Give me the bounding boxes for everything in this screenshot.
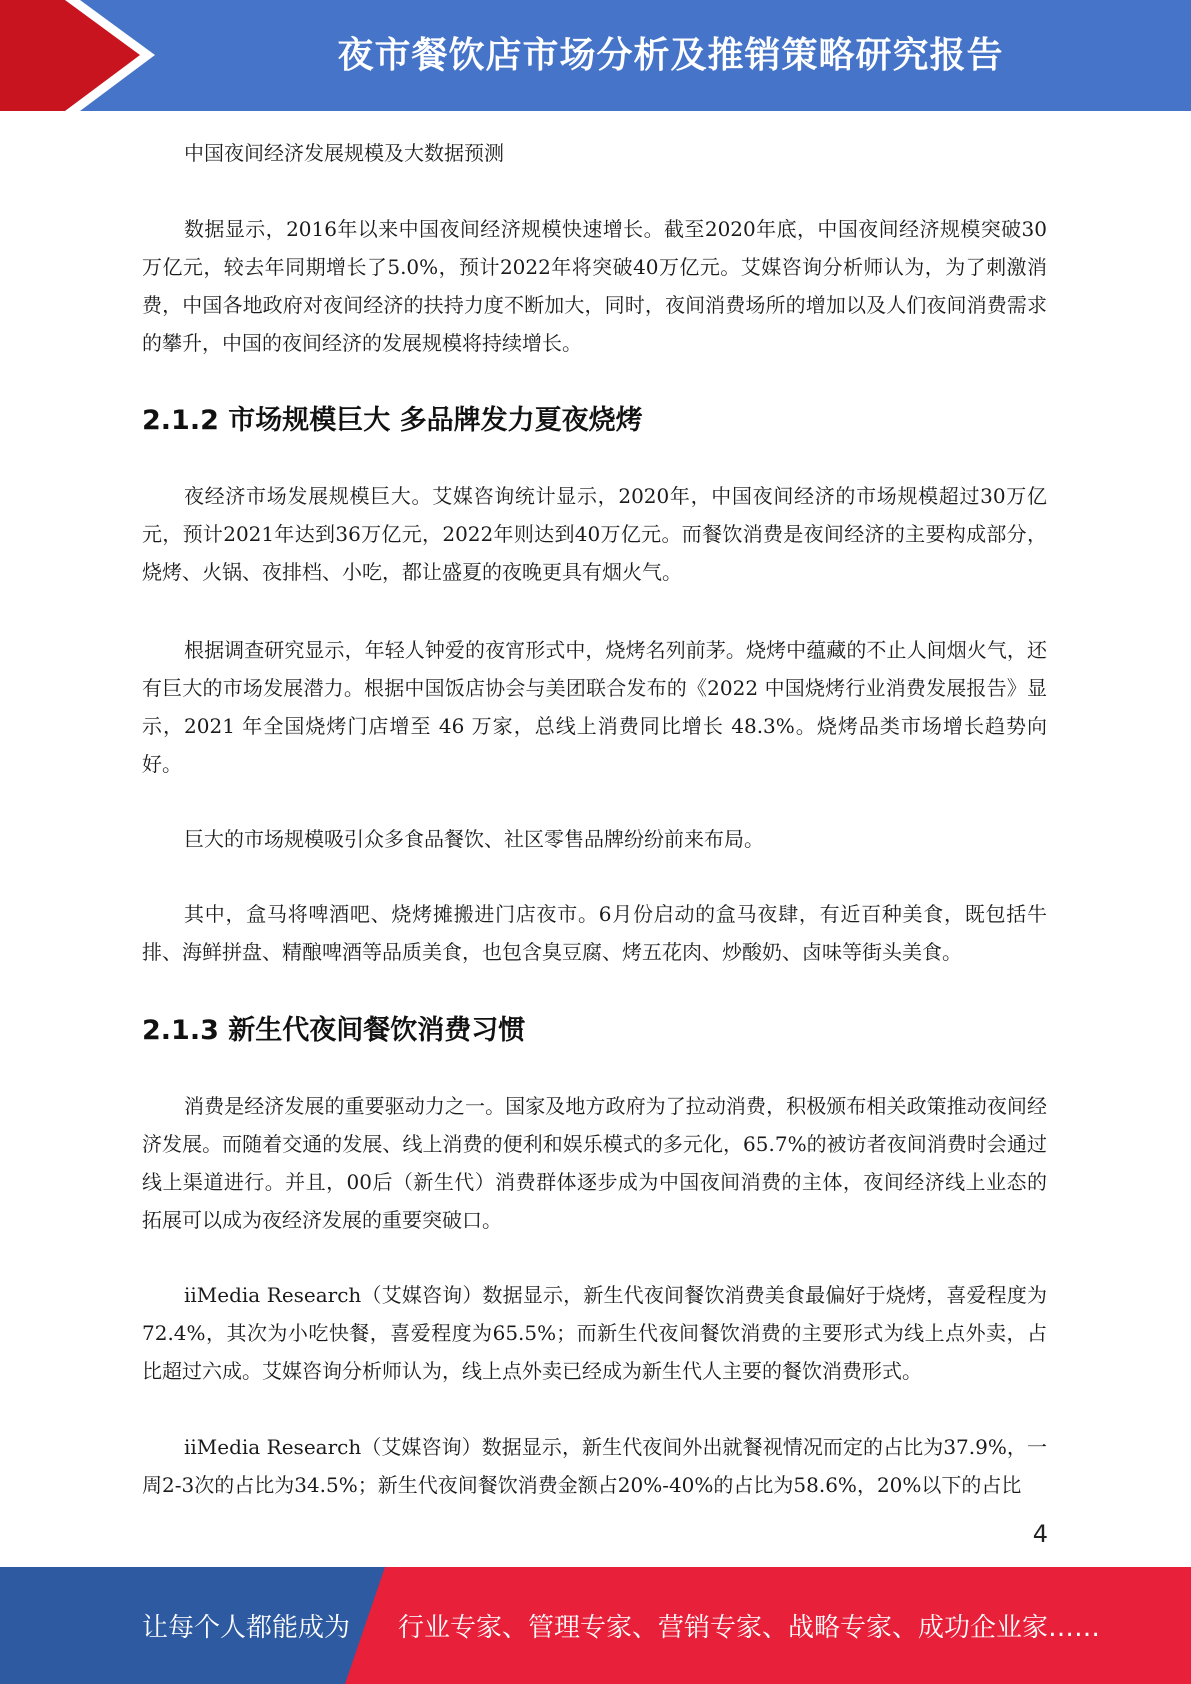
page-footer [0, 1567, 1191, 1684]
paragraph-5: 其中，盒马将啤酒吧、烧烤摊搬进门店夜市。6月份启动的盒马夜肆，有近百种美食，既包括牛排、海鲜拼盘、精酿啤酒等品质美食，也包含臭豆腐、烤五花肉、炒酸奶、卤味等街头美食。 [142, 902, 1047, 964]
paragraph-8: iiMedia Research（艾媒咨询）数据显示，新生代夜间外出就餐视情况而定的占比为37.9%，一周2-3次的占比为34.5%；新生代夜间餐饮消费金额占20%-40%的占比为58.6%，20%以下的占比 [142, 1435, 1047, 1497]
paragraph-4: 巨大的市场规模吸引众多食品餐饮、社区零售品牌纷纷前来布局。 [184, 827, 764, 851]
page-number: 4 [1032, 1520, 1048, 1548]
page-header [0, 0, 1191, 111]
footer-slogan-right: 行业专家、管理专家、营销专家、战略专家、成功企业家…… [398, 1613, 1101, 1643]
paragraph-3: 根据调查研究显示，年轻人钟爱的夜宵形式中，烧烤名列前茅。烧烤中蕴藏的不止人间烟火气，还有巨大的市场发展潜力。根据中国饭店协会与美团联合发布的《2022 中国烧烤行业消费发展报告》显示，2021 年全国烧烤门店增至 46 万家，总线上消费同比增长 48.3%。烧烤品类市场增长趋势向好。 [142, 638, 1047, 776]
paragraph-1: 数据显示，2016年以来中国夜间经济规模快速增长。截至2020年底，中国夜间经济规模突破30万亿元，较去年同期增长了5.0%，预计2022年将突破40万亿元。艾媒咨询分析师认为，为了刺激消费，中国各地政府对夜间经济的扶持力度不断加大，同时，夜间消费场所的增加以及人们夜间消费需求的攀升，中国的夜间经济的发展规模将持续增长。 [142, 217, 1047, 355]
report-title: 夜市餐饮店市场分析及推销策略研究报告 [337, 34, 1004, 76]
paragraph-7: iiMedia Research（艾媒咨询）数据显示，新生代夜间餐饮消费美食最偏好于烧烤，喜爱程度为72.4%，其次为小吃快餐，喜爱程度为65.5%；而新生代夜间餐饮消费的主要形式为线上点外卖，占比超过六成。艾媒咨询分析师认为，线上点外卖已经成为新生代人主要的餐饮消费形式。 [142, 1283, 1047, 1383]
footer-slogan-left: 让每个人都能成为 [142, 1613, 351, 1643]
section-heading-2-1-3: 2.1.3 新生代夜间餐饮消费习惯 [142, 1015, 526, 1046]
figure-caption: 中国夜间经济发展规模及大数据预测 [184, 141, 504, 165]
paragraph-6: 消费是经济发展的重要驱动力之一。国家及地方政府为了拉动消费，积极颁布相关政策推动夜间经济发展。而随着交通的发展、线上消费的便利和娱乐模式的多元化，65.7%的被访者夜间消费时会通过线上渠道进行。并且，00后（新生代）消费群体逐步成为中国夜间消费的主体，夜间经济线上业态的拓展可以成为夜经济发展的重要突破口。 [142, 1094, 1047, 1232]
section-heading-2-1-2: 2.1.2 市场规模巨大 多品牌发力夏夜烧烤 [142, 405, 643, 436]
paragraph-2: 夜经济市场发展规模巨大。艾媒咨询统计显示，2020年，中国夜间经济的市场规模超过30万亿元，预计2021年达到36万亿元，2022年则达到40万亿元。而餐饮消费是夜间经济的主要构成部分，烧烤、火锅、夜排档、小吃，都让盛夏的夜晚更具有烟火气。 [142, 484, 1047, 584]
